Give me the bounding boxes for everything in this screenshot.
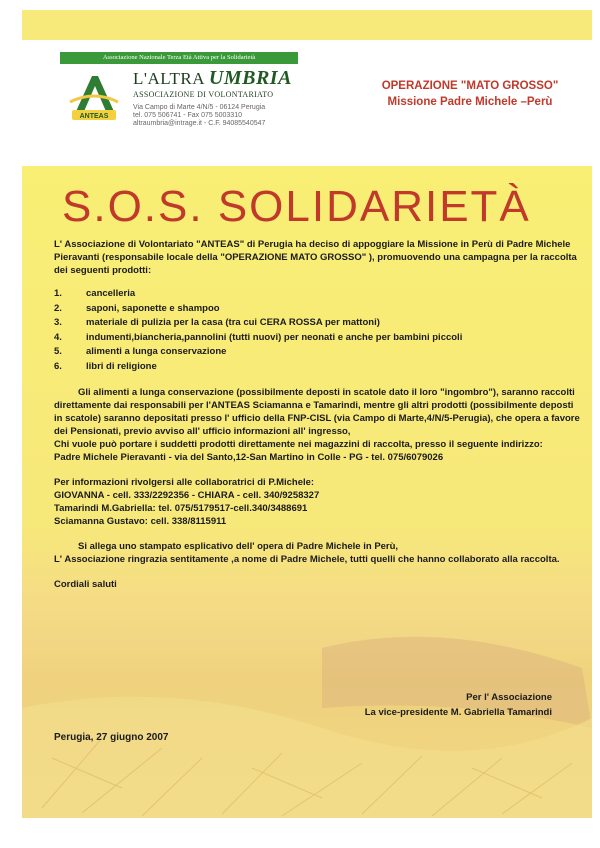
top-yellow-band bbox=[22, 10, 592, 40]
list-item-text: indumenti,biancheria,pannolini (tutti nuovi) per neonati e anche per bambini piccoli bbox=[86, 331, 463, 343]
operation-line-1: OPERAZIONE "MATO GROSSO" bbox=[381, 80, 559, 92]
address-line: tel. 075 506741 - Fax 075 5003310 bbox=[133, 112, 242, 119]
letter-body bbox=[54, 238, 584, 591]
delivery-address: Padre Michele Pieravanti - via del Santo,12-San Martino in Colle - PG - tel. 075/6079026 bbox=[54, 452, 444, 463]
signature-block bbox=[365, 690, 552, 720]
signature-line-2: La vice-presidente M. Gabriella Tamarindi bbox=[364, 707, 552, 718]
list-item bbox=[54, 302, 584, 317]
list-item-number: 3. bbox=[54, 317, 62, 328]
collection-paragraph: Gli alimenti a lunga conservazione (possibilmente deposti in scatole dato il loro "ingombro"), saranno raccolti direttamente dai responsabili per l'ANTEAS Sciamanna e Tamarindi, mentre gli altri prodotti (possibilmente deposti in scatole) saranno depositati presso l' ufficio della FNP-CISL (via Campo di Marte,4/N/5-Perugia), che opera a favore dei Pensionati, previo avviso all' ufficio informazioni all' ingresso, bbox=[54, 387, 580, 437]
org-name-big: UMBRIA bbox=[208, 67, 292, 89]
intro-paragraph: L' Associazione di Volontariato "ANTEAS" di Perugia ha deciso di appoggiare la Missione in Perù di Padre Michele Pieravanti (responsabile locale della "OPERAZIONE MATO GROSSO" ), promuovendo una campagna per la raccolta dei seguenti prodotti: bbox=[54, 239, 577, 276]
list-item-number: 1. bbox=[54, 288, 62, 299]
address-line: altraumbria@intrage.it - C.F. 94085540547 bbox=[133, 120, 266, 127]
main-panel bbox=[22, 166, 592, 818]
list-item-text: saponi, saponette e shampoo bbox=[86, 302, 220, 314]
org-subtitle: ASSOCIAZIONE DI VOLONTARIATO bbox=[133, 90, 274, 99]
org-name-prefix: L'ALTRA bbox=[133, 69, 209, 88]
list-item bbox=[54, 345, 584, 360]
signature-line-1: Per l' Associazione bbox=[466, 692, 552, 703]
list-item-text: alimenti a lunga conservazione bbox=[86, 346, 227, 357]
list-item-number: 4. bbox=[54, 331, 62, 343]
org-address bbox=[133, 104, 265, 128]
contact-line: GIOVANNA - cell. 333/2292356 - CHIARA - cell. 340/9258327 bbox=[54, 490, 320, 501]
info-intro: Per informazioni rivolgersi alle collaboratrici di P.Michele: bbox=[54, 477, 315, 488]
address-line: Via Campo di Marte 4/N/5 - 06124 Perugia bbox=[133, 104, 266, 111]
list-item-text: materiale di pulizia per la casa (tra cui CERA ROSSA per mattoni) bbox=[86, 317, 380, 328]
logo-text: ANTEAS bbox=[79, 113, 109, 120]
list-item-number: 6. bbox=[54, 360, 62, 372]
contact-line: Tamarindi M.Gabriella: tel. 075/5179517-cell.340/3488691 bbox=[54, 503, 308, 514]
letter-date: Perugia, 27 giugno 2007 bbox=[54, 732, 169, 743]
page-title: S.O.S. SOLIDARIETÀ bbox=[62, 182, 531, 231]
header-badge: Associazione Nazionale Terza Età Attiva per la Solidarietà bbox=[60, 52, 298, 64]
list-item bbox=[54, 287, 584, 302]
product-list bbox=[54, 287, 584, 374]
list-item bbox=[54, 360, 584, 375]
org-name bbox=[133, 67, 292, 90]
operation-line-2: Missione Padre Michele –Perù bbox=[387, 96, 553, 108]
thanks-paragraph: L' Associazione ringrazia sentitamente ,a nome di Padre Michele, tutti quelli che hanno collaborato alla raccolta. bbox=[54, 554, 560, 565]
attachment-paragraph: Si allega uno stampato esplicativo dell' opera di Padre Michele in Perù, bbox=[78, 541, 399, 552]
contact-line: Sciamanna Gustavo: cell. 338/8115911 bbox=[54, 516, 227, 527]
delivery-paragraph: Chi vuole può portare i suddetti prodotti direttamente nei magazzini di raccolta, presso il seguente indirizzo: bbox=[54, 439, 543, 450]
operation-heading bbox=[370, 78, 570, 110]
anteas-logo-icon bbox=[66, 72, 122, 126]
list-item-number: 5. bbox=[54, 346, 62, 357]
list-item-number: 2. bbox=[54, 302, 62, 314]
list-item-text: libri di religione bbox=[86, 360, 157, 372]
list-item-text: cancelleria bbox=[86, 288, 136, 299]
list-item bbox=[54, 316, 584, 331]
list-item bbox=[54, 331, 584, 346]
closing: Cordiali saluti bbox=[54, 579, 117, 590]
